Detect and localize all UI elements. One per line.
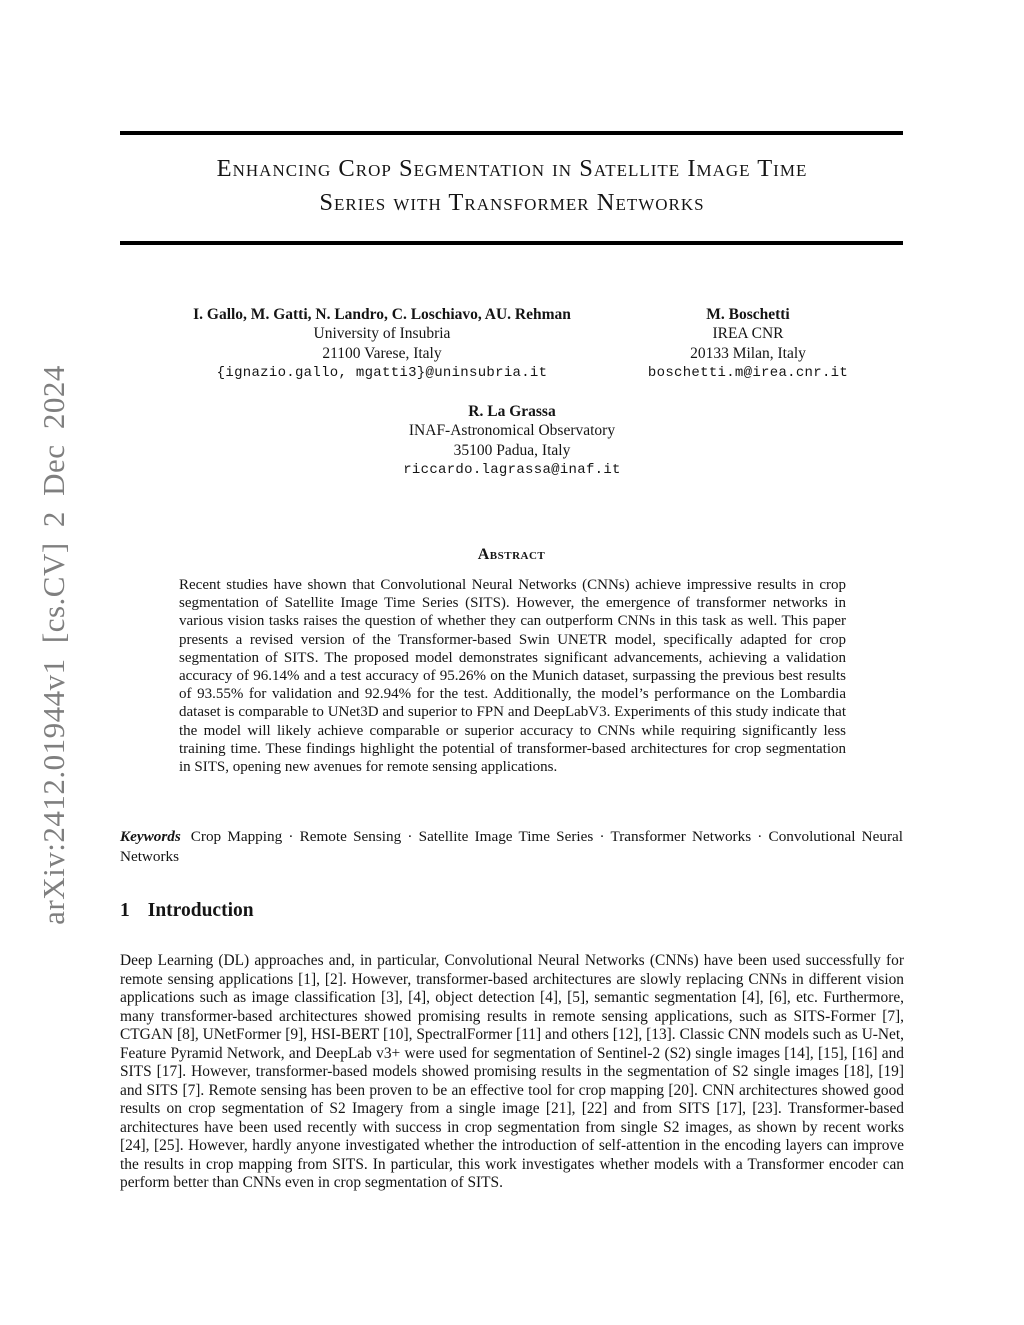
author-email: {ignazio.gallo, mgatti3}@uninsubria.it bbox=[216, 364, 548, 381]
title-rule-top bbox=[120, 131, 903, 135]
keywords-label: Keywords bbox=[120, 828, 181, 845]
author-email: boschetti.m@irea.cnr.it bbox=[647, 364, 849, 381]
author-affiliation: University of Insubria bbox=[313, 325, 451, 343]
paper-title bbox=[60, 152, 964, 220]
abstract-text: Recent studies have shown that Convolutional Neural Networks (CNNs) achieve impressive results in crop segmentation of Satellite Image Time Series (SITS). However, the emergence of transformer networks in various vision tasks raises the question of whether they can outperform CNNs in this task as well. This paper presents a revised version of the Transformer-based Swin UNETR model, specifically adapted for crop segmentation of SITS. The proposed model demonstrates significant advancements, achieving a validation accuracy of 96.14% and a test accuracy of 95.26% on the Munich dataset, surpassing the previous best results of 93.55% for validation and 92.94% for the test. Additionally, the model’s performance on the Lombardia dataset is comparable to UNet3D and superior to FPN and DeepLabV3. Experiments of this study indicate that the model will likely achieve comparable or superior accuracy to CNNs while requiring significantly less training time. These findings highlight the potential of transformer-based architectures for crop segmentation in SITS, opening new avenues for remote sensing applications. bbox=[179, 577, 846, 776]
author-address: 20133 Milan, Italy bbox=[690, 344, 806, 362]
abstract-heading: Abstract bbox=[477, 546, 546, 563]
author-address: 35100 Padua, Italy bbox=[453, 441, 571, 459]
author-block-boschetti bbox=[608, 305, 888, 383]
paper-title-line-2: Series with Transformer Networks bbox=[319, 189, 705, 216]
keywords bbox=[120, 827, 903, 867]
author-email: riccardo.lagrassa@inaf.it bbox=[403, 461, 621, 478]
paper-title-line-1: Enhancing Crop Segmentation in Satellite Image Time bbox=[216, 155, 808, 182]
author-names: M. Boschetti bbox=[706, 306, 790, 323]
author-affiliation: IREA CNR bbox=[712, 325, 784, 343]
author-address: 21100 Varese, Italy bbox=[322, 344, 442, 362]
author-block-lagrassa bbox=[262, 402, 762, 480]
author-names: I. Gallo, M. Gatti, N. Landro, C. Loschiavo, AU. Rehman bbox=[193, 306, 571, 323]
author-affiliation: INAF-Astronomical Observatory bbox=[408, 422, 616, 440]
section-heading-introduction bbox=[120, 900, 903, 922]
arxiv-watermark: arXiv:2412.01944v1 [cs.CV] 2 Dec 2024 bbox=[36, 365, 71, 925]
keywords-list: Crop Mapping · Remote Sensing · Satellite Image Time Series · Transformer Networks · Convolutional Neural Networks bbox=[120, 828, 903, 865]
author-block-gallo bbox=[160, 305, 604, 383]
title-rule-bottom bbox=[120, 241, 903, 245]
section-number: 1 bbox=[120, 900, 130, 921]
introduction-paragraph: Deep Learning (DL) approaches and, in particular, Convolutional Neural Networks (CNNs) have been used successfully for remote sensing applications [1], [2]. However, transformer-based architectures are slowly replacing CNNs in different vision applications such as image classification [3], [4], object detection [4], [5], semantic segmentation [4], [6], etc. Furthermore, many transformer-based architectures showed promising results in remote sensing applications, such as SITS-Former [7], CTGAN [8], UNetFormer [9], HSI-BERT [10], SpectralFormer [11] and others [12], [13]. Classic CNN models such as U-Net, Feature Pyramid Network, and DeepLab v3+ were used for segmentation of Sentinel-2 (S2) single images [14], [15], [16] and SITS [17]. However, transformer-based models showed promising results in the segmentation of S2 single images [18], [19] and SITS [7]. Remote sensing has been proven to be an effective tool for crop mapping [20]. CNN architectures showed good results on crop segmentation of S2 Imagery from a single image [21], [22] and from SITS [17], [23]. Transformer-based architectures have been used recently with success in crop segmentation from single S2 images, as shown by recent works [24], [25]. However, hardly anyone investigated whether the introduction of self-attention in the encoding layers can improve the results in crop mapping from SITS. In particular, this work investigates whether models with a Transformer encoder can perform better than CNNs even in crop segmentation of SITS. bbox=[120, 952, 904, 1191]
section-title: Introduction bbox=[147, 900, 254, 921]
author-names: R. La Grassa bbox=[468, 403, 556, 420]
